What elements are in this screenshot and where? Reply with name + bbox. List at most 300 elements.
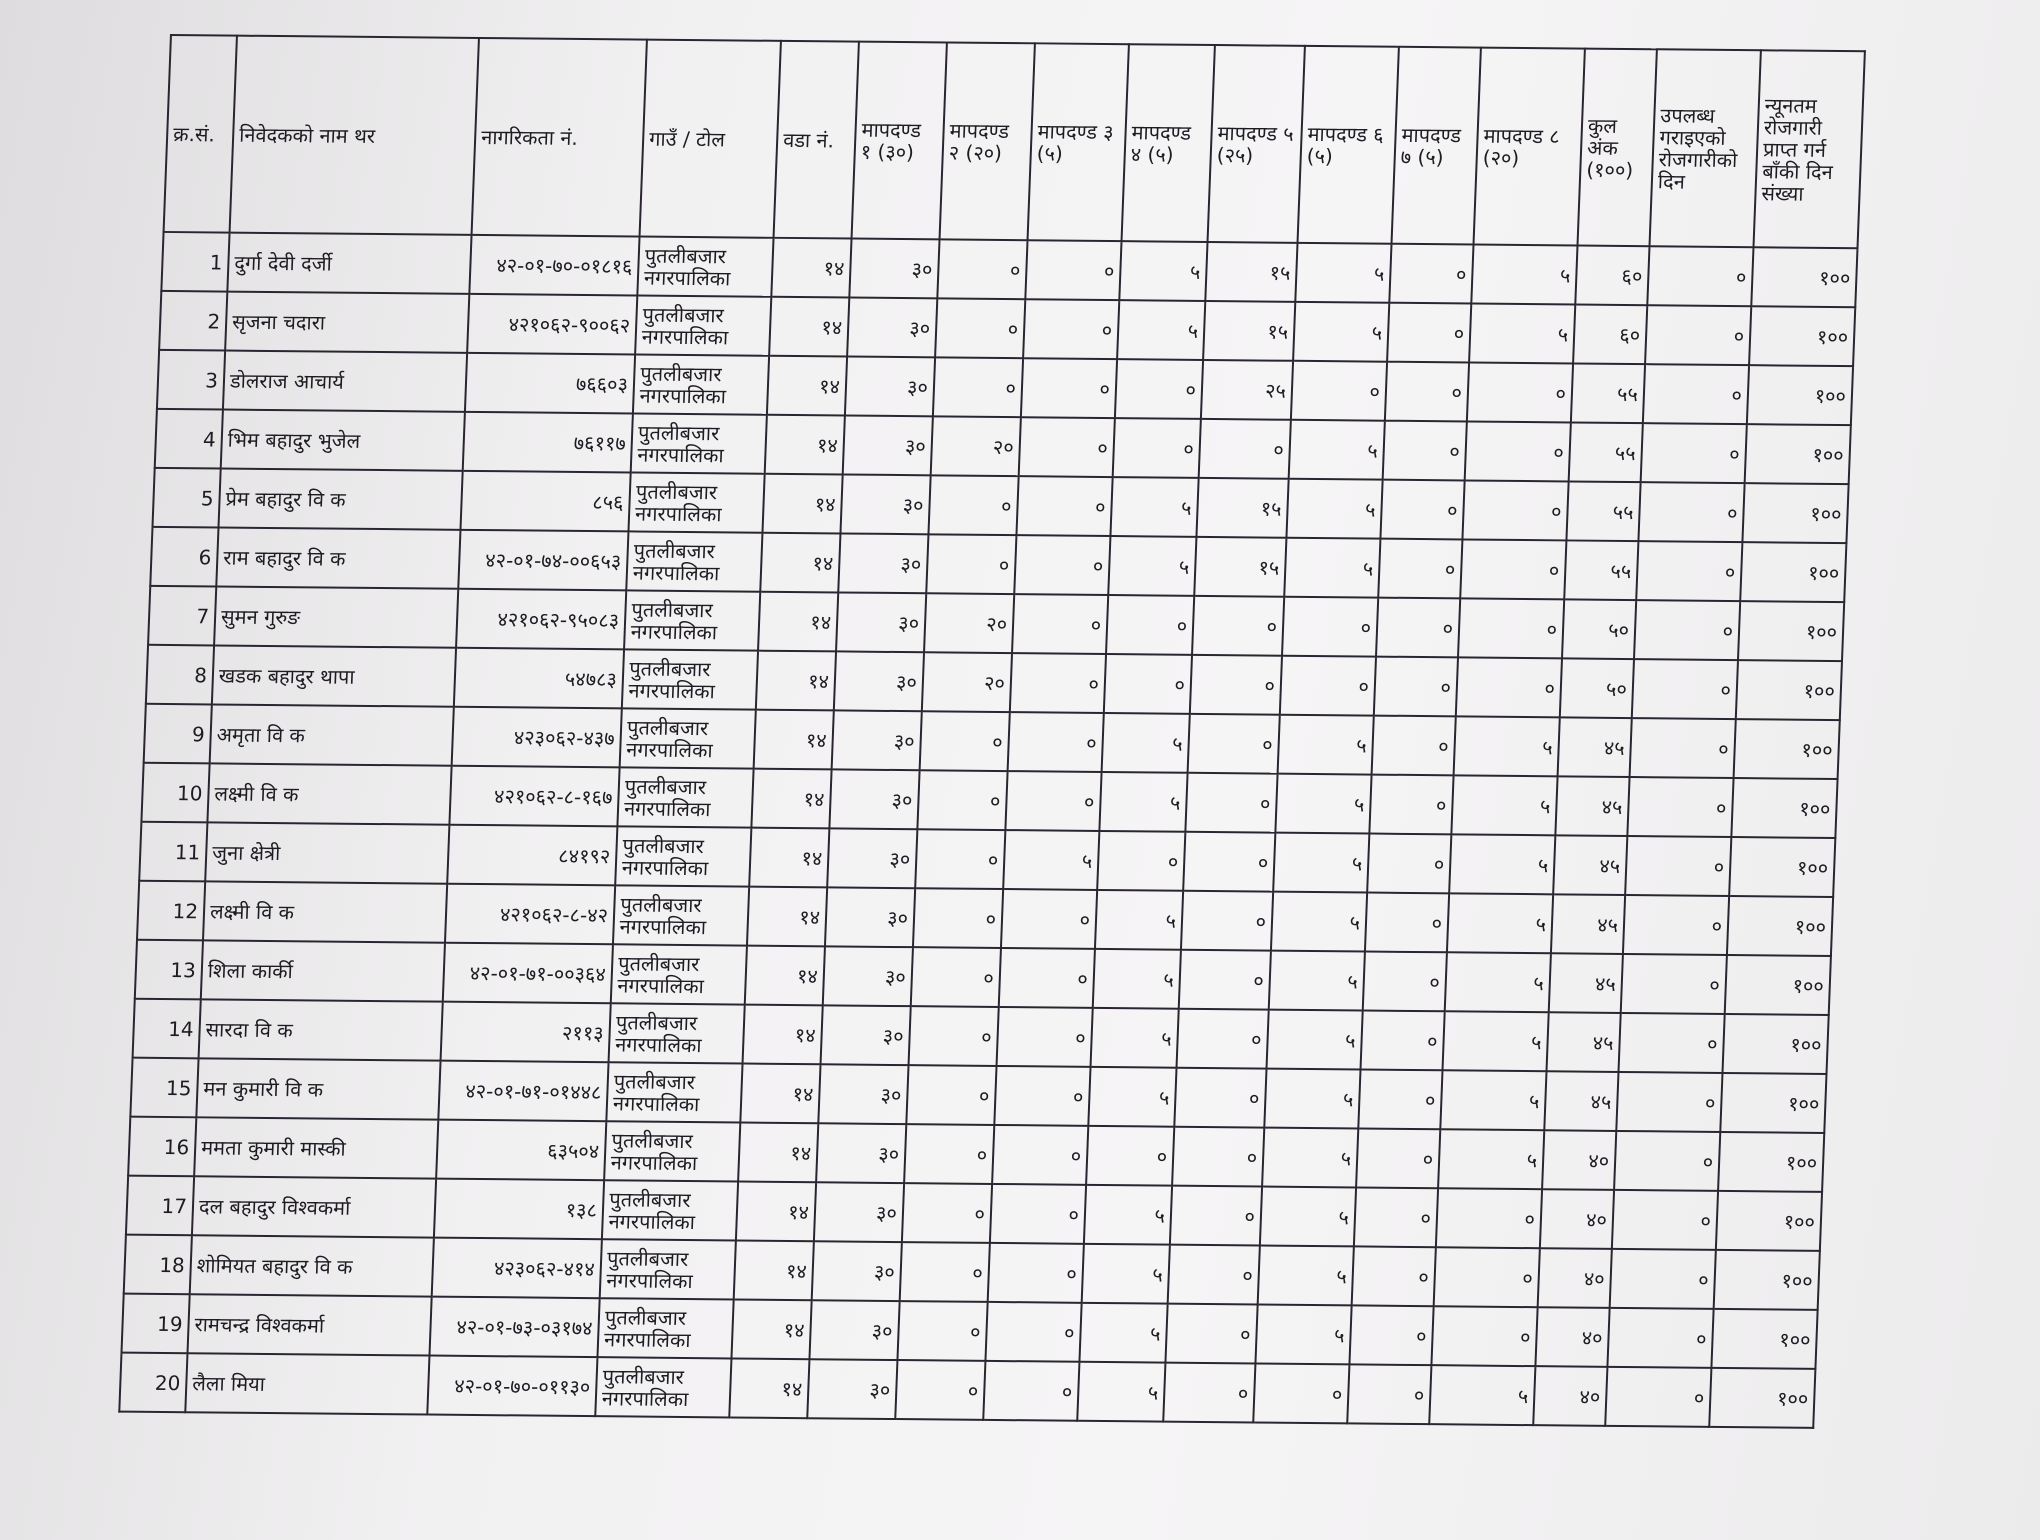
criterion-8-cell: ५ xyxy=(1445,952,1551,1012)
criterion-2-cell: ० xyxy=(926,534,1016,594)
place-line-municipality: नगरपालिका xyxy=(639,383,727,408)
criterion-8-cell: ५ xyxy=(1449,834,1555,894)
criterion-5-cell: ० xyxy=(1179,950,1271,1010)
ward-number-cell: १४ xyxy=(749,828,829,888)
total-score-cell: ४० xyxy=(1542,1130,1616,1190)
place-cell xyxy=(617,767,753,827)
criterion-7-cell: ० xyxy=(1367,834,1451,894)
criterion-6-cell: ५ xyxy=(1275,774,1371,834)
col-header: मापदण्ड ७ (५) xyxy=(1392,47,1481,245)
criterion-3-cell: ० xyxy=(999,948,1095,1008)
criterion-5-cell: ० xyxy=(1190,655,1282,715)
criterion-6-cell: ५ xyxy=(1293,302,1389,362)
provided-days-cell: ० xyxy=(1625,836,1731,896)
criterion-4-cell: ५ xyxy=(1093,949,1181,1009)
place-line-village: पुतलीबजार xyxy=(637,420,720,445)
ward-number-cell: १४ xyxy=(760,533,840,593)
citizenship-number-cell: ४२-०१-७०-०११३० xyxy=(427,1356,597,1417)
criterion-1-cell: ३० xyxy=(849,239,939,299)
criterion-8-cell: ५ xyxy=(1454,716,1560,776)
place-line-village: पुतलीबजार xyxy=(620,891,703,917)
criterion-6-cell: ५ xyxy=(1273,833,1369,893)
criterion-4-cell: ० xyxy=(1104,654,1192,714)
col-header: मापदण्ड ४ (५) xyxy=(1122,44,1215,242)
provided-days-cell: ० xyxy=(1636,541,1742,601)
criterion-2-cell: ० xyxy=(935,298,1025,358)
criterion-3-cell: ० xyxy=(983,1361,1079,1421)
citizenship-number-cell: ४२-०१-७३-०३१७४ xyxy=(429,1297,599,1358)
criterion-7-cell: ० xyxy=(1369,775,1453,835)
applicant-name-cell: भिम बहादुर भुजेल xyxy=(221,410,465,471)
total-score-cell: ५५ xyxy=(1566,481,1640,541)
criterion-3-cell: ० xyxy=(992,1125,1088,1185)
serial-number-cell: 11 xyxy=(139,822,207,882)
ward-number-cell: १४ xyxy=(747,887,827,947)
total-score-cell: ५५ xyxy=(1564,540,1638,600)
place-line-municipality: नगरपालिका xyxy=(634,500,722,526)
criterion-2-cell: ० xyxy=(917,770,1007,830)
criterion-7-cell: ० xyxy=(1389,244,1473,304)
criterion-8-cell: ५ xyxy=(1447,893,1553,953)
criterion-1-cell: ३० xyxy=(829,769,919,829)
criterion-2-cell: ० xyxy=(902,1183,992,1243)
serial-number-cell: 6 xyxy=(150,527,218,587)
criterion-5-cell: १५ xyxy=(1196,478,1288,538)
criterion-2-cell: ० xyxy=(915,829,1005,889)
serial-number-cell: 2 xyxy=(159,291,227,351)
serial-number-cell: 20 xyxy=(119,1353,187,1413)
remaining-days-cell: १०० xyxy=(1747,365,1853,425)
criterion-2-cell: ० xyxy=(911,947,1001,1007)
criterion-5-cell: ० xyxy=(1163,1363,1255,1423)
criterion-6-cell: ५ xyxy=(1278,715,1374,775)
total-score-cell: ६० xyxy=(1573,305,1647,365)
criterion-8-cell: ० xyxy=(1434,1247,1540,1307)
criterion-4-cell: ५ xyxy=(1099,772,1187,832)
criterion-2-cell: ० xyxy=(920,711,1010,771)
serial-number-cell: 7 xyxy=(148,586,216,646)
remaining-days-cell: १०० xyxy=(1745,424,1851,484)
provided-days-cell: ० xyxy=(1619,1013,1725,1073)
criterion-7-cell: ० xyxy=(1352,1246,1436,1306)
criterion-3-cell: ० xyxy=(994,1066,1090,1126)
serial-number-cell: 9 xyxy=(144,704,212,764)
provided-days-cell: ० xyxy=(1632,659,1738,719)
remaining-days-cell: १०० xyxy=(1720,1073,1826,1133)
remaining-days-cell: १०० xyxy=(1714,1250,1820,1310)
criterion-4-cell: ० xyxy=(1086,1126,1174,1186)
criterion-3-cell: ० xyxy=(1005,771,1101,831)
criterion-8-cell: ५ xyxy=(1471,245,1577,305)
citizenship-number-cell: ७६६०३ xyxy=(465,353,635,414)
criterion-6-cell: ५ xyxy=(1255,1304,1351,1364)
criterion-5-cell: २५ xyxy=(1201,360,1293,420)
criterion-8-cell: ० xyxy=(1456,657,1562,717)
criterion-6-cell: ० xyxy=(1282,597,1378,657)
criterion-8-cell: ० xyxy=(1465,421,1571,481)
criterion-6-cell: ५ xyxy=(1295,243,1391,303)
criterion-1-cell: ३० xyxy=(816,1123,906,1183)
col-header: गाउँ / टोल xyxy=(640,40,781,238)
criterion-8-cell: ० xyxy=(1462,480,1568,540)
criterion-4-cell: ५ xyxy=(1102,713,1190,773)
criterion-2-cell: ० xyxy=(904,1124,994,1184)
criterion-7-cell: ० xyxy=(1358,1069,1442,1129)
applicant-name-cell: सुमन गुरुङ xyxy=(214,586,458,647)
applicant-name-cell: लक्ष्मी वि क xyxy=(207,763,451,824)
criterion-8-cell: ० xyxy=(1458,598,1564,658)
criterion-1-cell: ३० xyxy=(838,533,928,593)
criterion-2-cell: ० xyxy=(913,888,1003,948)
applicant-name-cell: खडक बहादुर थापा xyxy=(212,645,456,706)
place-cell xyxy=(635,295,771,355)
criterion-1-cell: ३० xyxy=(825,887,915,947)
criterion-4-cell: ५ xyxy=(1095,890,1183,950)
remaining-days-cell: १०० xyxy=(1742,483,1848,543)
citizenship-number-cell: ७६११७ xyxy=(463,412,633,473)
remaining-days-cell: १०० xyxy=(1709,1368,1815,1428)
place-line-municipality: नगरपालिका xyxy=(628,677,716,703)
criterion-4-cell: ० xyxy=(1106,595,1194,655)
criterion-7-cell: ० xyxy=(1361,1010,1445,1070)
criterion-7-cell: ० xyxy=(1378,539,1462,599)
criterion-4-cell: ० xyxy=(1113,418,1201,478)
total-score-cell: ४५ xyxy=(1544,1071,1618,1131)
place-line-village: पुतलीबजार xyxy=(633,537,716,563)
serial-number-cell: 1 xyxy=(161,232,229,292)
col-header: निवेदकको नाम थर xyxy=(230,36,479,235)
provided-days-cell: ० xyxy=(1645,305,1751,365)
applicant-name-cell: शिला कार्की xyxy=(201,940,445,1001)
criterion-4-cell: ५ xyxy=(1082,1244,1170,1304)
criterion-1-cell: ३० xyxy=(812,1241,902,1301)
serial-number-cell: 10 xyxy=(141,763,209,823)
criterion-1-cell: ३० xyxy=(809,1300,899,1360)
applicant-name-cell: मन कुमारी वि क xyxy=(196,1058,440,1119)
place-line-village: पुतलीबजार xyxy=(608,1186,691,1212)
remaining-days-cell: १०० xyxy=(1751,247,1857,307)
place-line-village: पुतलीबजार xyxy=(617,950,700,976)
place-line-municipality: नगरपालिका xyxy=(621,854,709,880)
place-line-municipality: नगरपालिका xyxy=(641,324,729,349)
ward-number-cell: १४ xyxy=(756,651,836,711)
criterion-2-cell: २० xyxy=(931,416,1021,476)
place-line-village: पुतलीबजार xyxy=(613,1068,696,1094)
citizenship-number-cell: ४२१०६२-८-१६७ xyxy=(449,766,619,827)
citizenship-number-cell: ८५६ xyxy=(460,471,630,532)
total-score-cell: ४० xyxy=(1533,1366,1607,1426)
total-score-cell: ४५ xyxy=(1558,717,1632,777)
place-cell xyxy=(597,1298,733,1358)
citizenship-number-cell: ४२३०६२-४१४ xyxy=(432,1238,602,1299)
criterion-3-cell: ० xyxy=(1021,358,1117,418)
criterion-8-cell: ० xyxy=(1431,1306,1537,1366)
total-score-cell: ४० xyxy=(1538,1248,1612,1308)
criterion-2-cell: ० xyxy=(895,1360,985,1420)
serial-number-cell: 12 xyxy=(137,881,205,941)
place-line-municipality: नगरपालिका xyxy=(636,442,725,467)
criterion-5-cell: ० xyxy=(1174,1068,1266,1128)
citizenship-number-cell: ६३५०४ xyxy=(436,1120,606,1181)
criterion-2-cell: ० xyxy=(900,1242,990,1302)
criterion-2-cell: ० xyxy=(906,1065,996,1125)
criterion-5-cell: ० xyxy=(1199,419,1291,479)
place-cell xyxy=(624,590,760,650)
criterion-2-cell: ० xyxy=(928,475,1018,535)
criterion-7-cell: ० xyxy=(1374,657,1458,717)
applicant-name-cell: शोमियत बहादुर वि क xyxy=(190,1235,434,1296)
citizenship-number-cell: ४२-०१-७१-००३६४ xyxy=(443,943,613,1004)
place-line-municipality: नगरपालिका xyxy=(603,1326,691,1352)
ward-number-cell: १४ xyxy=(731,1299,811,1359)
criterion-4-cell: ५ xyxy=(1117,300,1205,360)
place-cell xyxy=(615,826,751,886)
place-line-village: पुतलीबजार xyxy=(631,596,714,622)
place-cell xyxy=(631,413,767,473)
provided-days-cell: ० xyxy=(1607,1308,1713,1368)
criterion-1-cell: ३० xyxy=(818,1064,908,1124)
place-line-municipality: नगरपालिका xyxy=(601,1385,689,1411)
place-line-village: पुतलीबजार xyxy=(604,1304,687,1330)
criterion-8-cell: ० xyxy=(1460,539,1566,599)
col-header: मापदण्ड ३ (५) xyxy=(1028,43,1129,241)
criterion-4-cell: ० xyxy=(1115,359,1203,419)
criterion-8-cell: ५ xyxy=(1429,1365,1535,1425)
col-header: मापदण्ड ८ (२०) xyxy=(1474,48,1585,246)
provided-days-cell: ० xyxy=(1614,1131,1720,1191)
place-line-village: पुतलीबजार xyxy=(635,478,718,504)
total-score-cell: ४५ xyxy=(1547,1012,1621,1072)
criterion-5-cell: ० xyxy=(1192,596,1284,656)
criterion-7-cell: ० xyxy=(1387,303,1471,363)
place-cell xyxy=(613,885,749,945)
ward-number-cell: १४ xyxy=(745,946,825,1006)
serial-number-cell: 17 xyxy=(126,1176,194,1236)
criterion-3-cell: ० xyxy=(1019,417,1115,477)
criterion-7-cell: ० xyxy=(1365,893,1449,953)
place-line-village: पुतलीबजार xyxy=(639,361,722,386)
criterion-7-cell: ० xyxy=(1363,952,1447,1012)
serial-number-cell: 4 xyxy=(155,409,223,469)
criterion-4-cell: ५ xyxy=(1077,1362,1165,1422)
provided-days-cell: ० xyxy=(1623,895,1729,955)
criterion-7-cell: ० xyxy=(1347,1364,1431,1424)
criterion-7-cell: ० xyxy=(1356,1128,1440,1188)
criterion-7-cell: ० xyxy=(1383,421,1467,481)
place-cell xyxy=(606,1062,742,1122)
col-header: मापदण्ड १ (३०) xyxy=(852,42,947,240)
criterion-2-cell: ० xyxy=(897,1301,987,1361)
criterion-3-cell: ० xyxy=(985,1302,1081,1362)
criterion-1-cell: ३० xyxy=(827,828,917,888)
criterion-2-cell: ० xyxy=(937,239,1027,299)
criterion-5-cell: ० xyxy=(1183,832,1275,892)
total-score-cell: ४५ xyxy=(1553,835,1627,895)
criterion-1-cell: ३० xyxy=(840,474,930,534)
place-line-municipality: नगरपालिका xyxy=(608,1208,696,1234)
criterion-5-cell: ० xyxy=(1165,1304,1257,1364)
citizenship-number-cell: २११३ xyxy=(441,1002,611,1063)
criterion-6-cell: ५ xyxy=(1262,1128,1358,1188)
total-score-cell: ४० xyxy=(1540,1189,1614,1249)
criterion-6-cell: ५ xyxy=(1286,479,1382,539)
applicant-name-cell: रामचन्द्र विश्वकर्मा xyxy=(187,1294,431,1355)
citizenship-number-cell: ४२३०६२-४३७ xyxy=(452,707,622,768)
criterion-6-cell: ० xyxy=(1253,1363,1349,1423)
remaining-days-cell: १०० xyxy=(1738,601,1844,661)
criterion-5-cell: १५ xyxy=(1203,301,1295,361)
criterion-5-cell: ० xyxy=(1185,773,1277,833)
col-header: उपलब्ध गराइएको रोजगारीको दिन xyxy=(1650,49,1761,247)
serial-number-cell: 5 xyxy=(152,468,220,528)
ward-number-cell: १४ xyxy=(738,1123,818,1183)
provided-days-cell: ० xyxy=(1634,600,1740,660)
ward-number-cell: १४ xyxy=(771,238,851,298)
provided-days-cell: ० xyxy=(1612,1190,1718,1250)
total-score-cell: ५० xyxy=(1562,599,1636,659)
criterion-1-cell: ३० xyxy=(821,1005,911,1065)
total-score-cell: ४५ xyxy=(1551,894,1625,954)
place-line-village: पुतलीबजार xyxy=(622,832,705,858)
criterion-6-cell: ५ xyxy=(1269,951,1365,1011)
applicant-name-cell: सृजना चदारा xyxy=(225,292,469,353)
applicant-name-cell: सारदा वि क xyxy=(199,999,443,1060)
remaining-days-cell: १०० xyxy=(1734,719,1840,779)
criterion-8-cell: ० xyxy=(1467,362,1573,422)
place-line-municipality: नगरपालिका xyxy=(643,265,731,290)
place-cell xyxy=(622,649,758,709)
place-line-municipality: नगरपालिका xyxy=(610,1149,698,1175)
table-body xyxy=(119,232,1857,1428)
total-score-cell: ४० xyxy=(1535,1307,1609,1367)
place-line-village: पुतलीबजार xyxy=(615,1009,698,1035)
serial-number-cell: 15 xyxy=(130,1058,198,1118)
citizenship-number-cell: ४२-०१-७१-०१४४८ xyxy=(438,1061,608,1122)
applicant-name-cell: डोलराज आचार्य xyxy=(223,351,467,412)
place-cell xyxy=(626,531,762,591)
remaining-days-cell: १०० xyxy=(1727,896,1833,956)
criterion-5-cell: ० xyxy=(1181,891,1273,951)
criterion-5-cell: १५ xyxy=(1205,242,1297,302)
criterion-2-cell: २० xyxy=(922,652,1012,712)
criterion-3-cell: ० xyxy=(1012,594,1108,654)
ward-number-cell: १४ xyxy=(743,1005,823,1065)
citizenship-number-cell: ४२-०१-७४-००६५३ xyxy=(458,530,628,591)
place-line-municipality: नगरपालिका xyxy=(630,618,718,644)
place-cell xyxy=(604,1121,740,1181)
provided-days-cell: ० xyxy=(1627,777,1733,837)
ward-number-cell: १४ xyxy=(734,1240,814,1300)
citizenship-number-cell: ४२१०६२-९००६२ xyxy=(467,294,637,355)
col-header: न्यूनतम रोजगारी प्राप्त गर्न बाँकी दिन संख्या xyxy=(1753,50,1864,248)
col-header: क्र.सं. xyxy=(164,35,237,233)
criterion-1-cell: ३० xyxy=(834,651,924,711)
criterion-2-cell: ० xyxy=(933,357,1023,417)
criterion-7-cell: ० xyxy=(1376,598,1460,658)
place-line-municipality: नगरपालिका xyxy=(623,795,711,821)
serial-number-cell: 18 xyxy=(124,1235,192,1295)
total-score-cell: ५५ xyxy=(1571,363,1645,423)
col-header: नागरिकता नं. xyxy=(472,38,647,237)
provided-days-cell: ० xyxy=(1647,246,1753,306)
place-cell xyxy=(628,472,764,532)
remaining-days-cell: १०० xyxy=(1740,542,1846,602)
place-line-village: पुतलीबजार xyxy=(628,655,711,681)
applicant-name-cell: ममता कुमारी मास्की xyxy=(194,1117,438,1178)
remaining-days-cell: १०० xyxy=(1716,1191,1822,1251)
provided-days-cell: ० xyxy=(1638,482,1744,542)
place-line-village: पुतलीबजार xyxy=(642,302,725,327)
criterion-8-cell: ५ xyxy=(1438,1129,1544,1189)
criterion-8-cell: ० xyxy=(1436,1188,1542,1248)
ward-number-cell: १४ xyxy=(751,769,831,829)
criterion-5-cell: ० xyxy=(1177,1009,1269,1069)
criterion-4-cell: ५ xyxy=(1079,1303,1167,1363)
total-score-cell: ४५ xyxy=(1549,953,1623,1013)
provided-days-cell: ० xyxy=(1621,954,1727,1014)
remaining-days-cell: १०० xyxy=(1749,306,1855,366)
criterion-6-cell: ५ xyxy=(1284,538,1380,598)
criterion-3-cell: ० xyxy=(1010,653,1106,713)
criterion-4-cell: ५ xyxy=(1088,1067,1176,1127)
place-line-village: पुतलीबजार xyxy=(606,1245,689,1271)
criterion-1-cell: ३० xyxy=(832,710,922,770)
place-cell xyxy=(633,354,769,414)
criterion-6-cell: ५ xyxy=(1264,1069,1360,1129)
criterion-5-cell: ० xyxy=(1168,1245,1260,1305)
remaining-days-cell: १०० xyxy=(1722,1014,1828,1074)
criterion-7-cell: ० xyxy=(1380,480,1464,540)
criterion-4-cell: ५ xyxy=(1084,1185,1172,1245)
place-cell xyxy=(595,1357,731,1417)
provided-days-cell: ० xyxy=(1643,364,1749,424)
citizenship-number-cell: ८४१९२ xyxy=(447,825,617,886)
remaining-days-cell: १०० xyxy=(1725,955,1831,1015)
total-score-cell: ६० xyxy=(1575,246,1649,306)
place-line-municipality: नगरपालिका xyxy=(632,559,720,585)
criterion-6-cell: ५ xyxy=(1289,420,1385,480)
ward-number-cell: १४ xyxy=(729,1358,809,1418)
criterion-2-cell: २० xyxy=(924,593,1014,653)
ward-number-cell: १४ xyxy=(736,1182,816,1242)
criterion-4-cell: ५ xyxy=(1108,536,1196,596)
ward-number-cell: १४ xyxy=(754,710,834,770)
applicant-name-cell: प्रेम बहादुर वि क xyxy=(218,469,462,530)
provided-days-cell: ० xyxy=(1641,423,1747,483)
place-line-village: पुतलीबजार xyxy=(626,714,709,740)
provided-days-cell: ० xyxy=(1605,1367,1711,1427)
criterion-8-cell: ५ xyxy=(1443,1011,1549,1071)
total-score-cell: ४५ xyxy=(1555,776,1629,836)
criterion-3-cell: ० xyxy=(1001,889,1097,949)
place-line-municipality: नगरपालिका xyxy=(614,1031,703,1057)
serial-number-cell: 13 xyxy=(135,940,203,1000)
criterion-6-cell: ५ xyxy=(1267,1010,1363,1070)
place-line-village: पुतलीबजार xyxy=(611,1127,694,1153)
criterion-8-cell: ५ xyxy=(1469,304,1575,364)
criterion-6-cell: ५ xyxy=(1258,1246,1354,1306)
criterion-1-cell: ३० xyxy=(845,357,935,417)
criterion-3-cell: ० xyxy=(997,1007,1093,1067)
citizenship-number-cell: ४२१०६२-९५०८३ xyxy=(456,589,626,650)
place-cell xyxy=(600,1239,736,1299)
criterion-1-cell: ३० xyxy=(836,592,926,652)
serial-number-cell: 19 xyxy=(121,1294,189,1354)
col-header: कुल अंक (१००) xyxy=(1578,49,1657,247)
citizenship-number-cell: ४२१०६२-८-४२ xyxy=(445,884,615,945)
criterion-1-cell: ३० xyxy=(814,1182,904,1242)
place-cell xyxy=(602,1180,738,1240)
